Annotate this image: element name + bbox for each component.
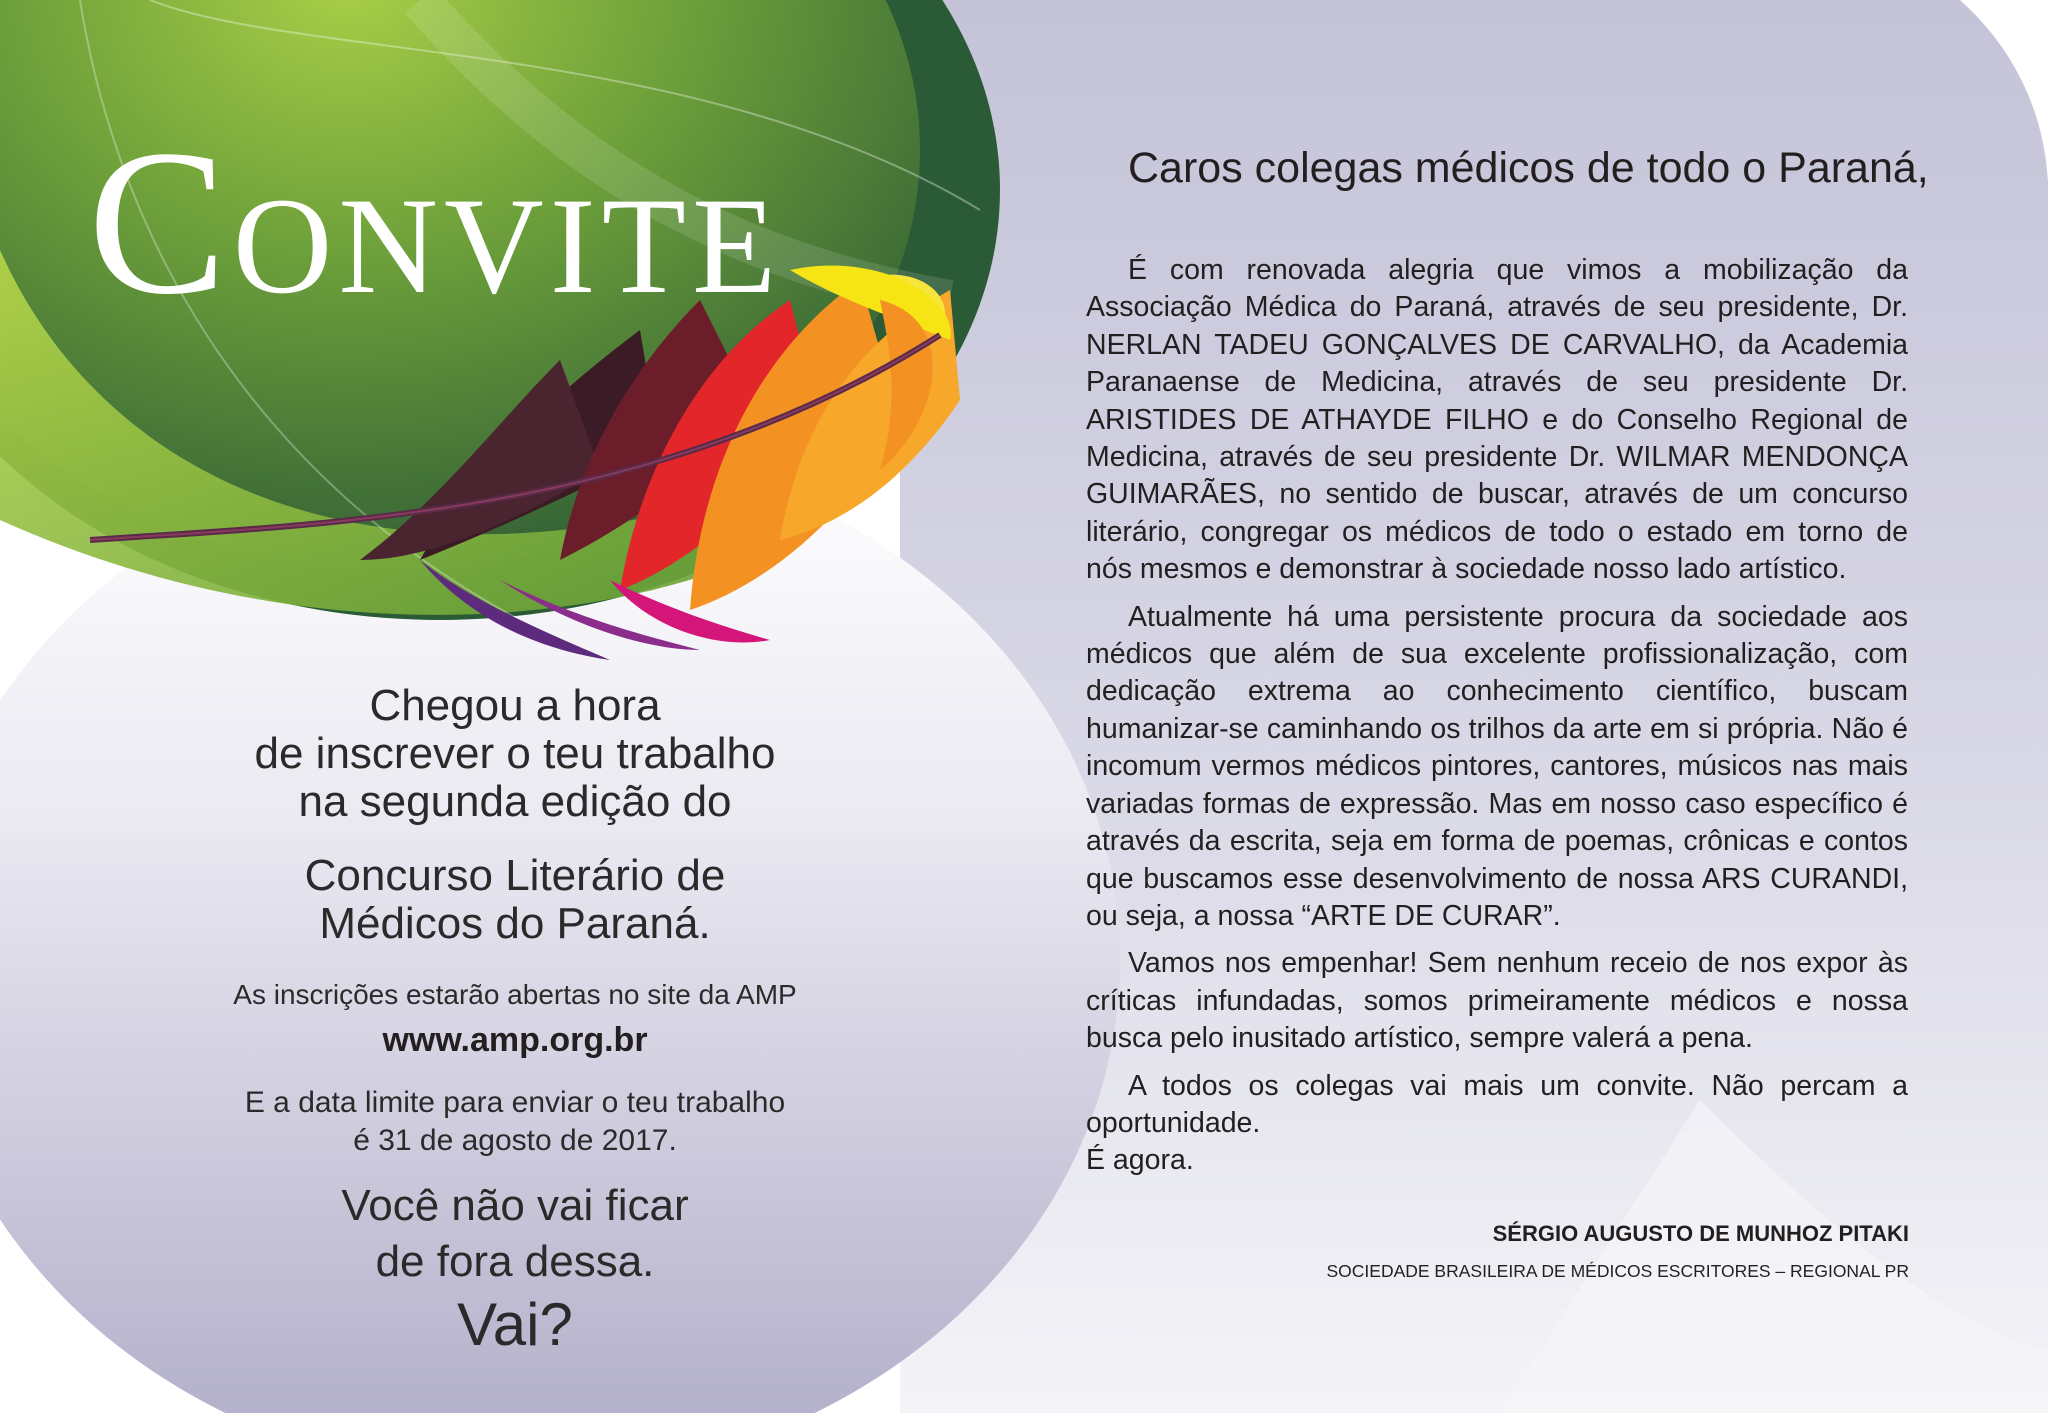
site-url-link[interactable]: www.amp.org.br [382,1021,648,1059]
signature-organization: SOCIEDADE BRASILEIRA DE MÉDICOS ESCRITORES – REGIONAL PR [1326,1261,1909,1281]
letter-paragraph: Vamos nos empenhar! Sem nenhum receio de nos expor às críticas infundadas, somos primeiramente médicos e nossa busca pelo inusitado artístico, sempre valerá a pena. [1086,947,1908,1055]
lead-line-1: Chegou a hora [369,681,661,730]
contest-name-line-2: Médicos do Paraná. [319,899,711,948]
contest-name [210,852,820,948]
closing-line-2: de fora dessa. [375,1237,655,1286]
closing-text [210,1178,820,1290]
deadline-line-2: é 31 de agosto de 2017. [353,1124,677,1157]
invite-title-initial: C [88,107,233,337]
closing-question: Vai? [457,1291,573,1358]
lead-text [210,682,820,826]
letter-paragraph: A todos os colegas vai mais um convite. Não percam a oportunidade. [1086,1069,1908,1139]
deadline-line-1: E a data limite para enviar o teu trabalho [244,1086,786,1119]
closing-line-1: Você não vai ficar [341,1181,689,1230]
invite-title [88,107,783,337]
letter-heading: Caros colegas médicos de todo o Paraná, [1128,144,1929,192]
lead-line-2: de inscrever o teu trabalho [254,729,776,778]
invite-title-rest: ONVITE [232,169,783,322]
signature-name: SÉRGIO AUGUSTO DE MUNHOZ PITAKI [1492,1221,1909,1246]
contest-name-line-1: Concurso Literário de [304,851,726,900]
letter-paragraph: É com renovada alegria que vimos a mobilização da Associação Médica do Paraná, através de seu presidente, Dr. NERLAN TADEU GONÇALVES DE CARVALHO, da Academia Paranaense de Medicina, através de seu presidente Dr. ARISTIDES DE ATHAYDE FILHO e do Conselho Regional de Medicina, através de seu presidente Dr. WILMAR MENDONÇA GUIMARÃES, no sentido de buscar, através de um concurso literário, congregar os médicos de todo o estado em torno de nós mesmos e demonstrar à sociedade nosso lado artístico. [1086,254,1908,586]
letter-paragraph: Atualmente há uma persistente procura da sociedade aos médicos que além de sua excelente profissionalização, com dedicação extrema ao conhecimento científico, buscam humanizar-se caminhando os trilhos da arte em si própria. Não é incomum vermos médicos pintores, cantores, músicos nas mais variadas formas de expressão. Mas em nosso caso específico é através da escrita, seja em forma de poemas, crônicas e contos que buscamos esse desenvolvimento de nossa ARS CURANDI, ou seja, a nossa “ARTE DE CURAR”. [1086,600,1908,932]
letter-body [1086,252,1908,1190]
deadline-note [210,1084,820,1160]
letter-paragraph: É agora. [1086,1144,1194,1177]
signup-note: As inscrições estarão abertas no site da AMP [233,979,797,1010]
lead-line-3: na segunda edição do [298,777,732,826]
